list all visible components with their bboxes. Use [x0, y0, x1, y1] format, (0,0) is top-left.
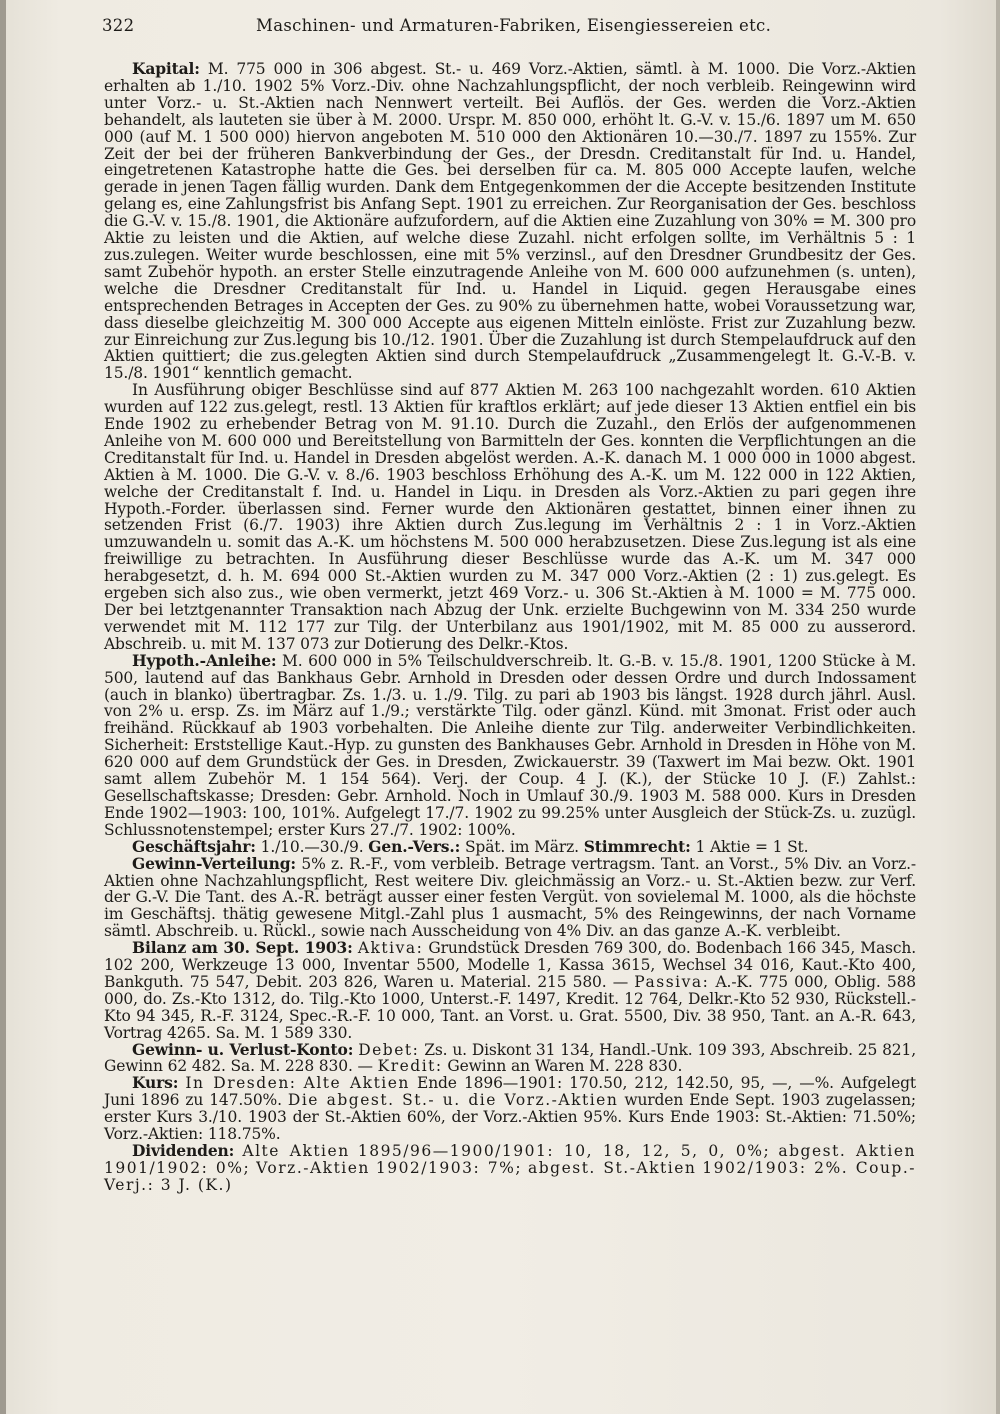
scan-edge-right — [996, 0, 1000, 1414]
div-alte-label: Alte Aktien — [242, 1142, 350, 1160]
bilanz-paragraph — [104, 940, 916, 1041]
gen-vers-text: Spät. im März. — [464, 837, 579, 856]
stimmrecht-text: 1 Aktie = 1 St. — [695, 837, 809, 856]
aktiva-label: Aktiva: — [357, 939, 424, 958]
stimmrecht-label: Stimmrecht: — [583, 836, 691, 856]
gewinn-label: Gewinn-Verteilung: — [132, 853, 297, 873]
div-abgest-label: abgest. Aktien — [778, 1142, 916, 1160]
hypoth-paragraph — [104, 650, 916, 839]
page-number: 322 — [102, 16, 135, 35]
bilanz-label: Bilanz am 30. Sept. 1903: — [132, 938, 353, 958]
div-alte-text: 1895/96—1900/1901: 10, 18, 12, 5, 0, 0%; — [357, 1142, 771, 1160]
gewinn-paragraph — [104, 853, 916, 941]
running-header — [104, 16, 916, 35]
kapital-text: M. 775 000 in 306 abgest. St.- u. 469 Vorz.-Aktien, sämtl. à M. 1000. Die Vorz.-Aktien erhalten ab 1./10. 1902 5% Vorz.-Div. ohne Nachzahlungspflicht, der noch verbleib. Reingewinn wird unter Vorz.- u. St.-Aktien nach Nennwert verteilt. Bei Auflös. der Ges. werden die Vorz.-Aktien behandelt, als lauteten sie über à M. 2000. Urspr. M. 850 000, erhöht lt. G.-V. v. 15./6. 1897 um M. 650 000 (auf M. 1 500 000) hiervon angeboten M. 510 000 den Aktionären 10.—30./7. 1897 zu 155%. Zur Zeit der bei der früheren Bankverbindung der Ges., der Dresdn. Creditanstalt für Ind. u. Handel, eingetretenen Katastrophe hatte die Ges. bei derselben für ca. M. 805 000 Accepte laufen, welche gerade in jenen Tagen fällig wurden. Dank dem Entgegenkommen der die Accepte besitzenden Institute gelang es, eine Zahlungsfrist bis Anfang Sept. 1901 zu erreichen. Zur Reorganisation der Ges. beschloss die G.-V. v. 15./8. 1901, die Aktionäre aufzufordern, auf die Aktien eine Zuzahlung von 30% = M. 300 pro Aktie zu leisten und die Aktien, auf welche diese Zuzahl. nicht erfolgen sollte, im Verhältnis 5 : 1 zus.zulegen. Weiter wurde beschlossen, eine mit 5% verzinsl., auf den Dresdner Grundbesitz der Ges. samt Zubehör hypoth. an erster Stelle einzutragende Anleihe von M. 600 000 aufzunehmen (s. unten), welche die Dresdner Creditanstalt für Ind. u. Handel in Liquid. gegen Herausgabe eines entsprechenden Betrages in Accepten der Ges. zu 90% zu übernehmen hatte, wobei Voraussetzung war, dass dieselbe gleichzeitig M. 300 000 Accepte aus eigenen Mitteln einlöste. Frist zur Zuzahlung bezw. zur Einreichung zur Zus.legung bis 10./12. 1901. Über die Zuzahlung ist durch Stempelaufdruck auf den Aktien quittiert; die zus.gelegten Aktien sind durch Stempelaufdruck „Zusammengelegt lt. G.-V.-B. v. 15./8. 1901“ kenntlich gemacht. — [104, 60, 916, 383]
hypoth-label: Hypoth.-Anleihe: — [132, 650, 277, 670]
gewinn-text: 5% z. R.-F., vom verbleib. Betrage vertragsm. Tant. an Vorst., 5% Div. an Vorz.-Aktien ohne Nachzahlungspflicht, Rest weitere Div. gleichmässig an Vorz.- u. St.-Aktien bezw. zur Verf. der G.-V. Die Tant. des A.-R. beträgt ausser einer festen Vergüt. von sovielemal M. 1000, als die höchste im Geschäftsj. thätig gewesene Mitgl.-Zahl plus 1 ausmacht, 5% des Reingewinns, der nach Vorname sämtl. Abschreib. u. Rückl., sowie nach Ausscheidung von 4% Div. an das ganze A.-K. verbleibt. — [104, 854, 916, 941]
div-st-text: 1902/1903: 2%. Coup.-Verj.: 3 J. (K.) — [104, 1158, 917, 1194]
scan-edge-left — [0, 0, 6, 1414]
guv-paragraph — [104, 1039, 916, 1076]
div-vorz-text: 1902/1903: 7%; — [375, 1158, 523, 1177]
debet-label: Debet: — [358, 1040, 420, 1059]
kapital-continuation-text: In Ausführung obiger Beschlüsse sind auf 877 Aktien M. 263 100 nachgezahlt worden. 610 Aktien wurden auf 122 zus.gelegt, restl. 13 Aktien für kraftlos erklärt; auf jede dieser 13 Aktien entfiel ein bis Ende 1902 zu erhebender Betrag von M. 91.10. Durch die Zuzahl., den Erlös der aufgenommenen Anleihe von M. 600 000 und Bereitstellung von Barmitteln der Ges. konnten die Verpflichtungen an die Creditanstalt für Ind. u. Handel in Dresden abgelöst werden. A.-K. danach M. 1 000 000 in 1000 abgest. Aktien à M. 1000. Die G.-V. v. 8./6. 1903 beschloss Erhöhung des A.-K. um M. 122 000 in 122 Aktien, welche der Creditanstalt f. Ind. u. Handel in Liqu. in Dresden als Vorz.-Aktien zu pari gegen ihre Hypoth.-Forder. überlassen sind. Ferner wurde den Aktionären gestattet, binnen einer ihnen zu setzenden Frist (6./7. 1903) ihre Aktien durch Zus.legung im Verhältnis 2 : 1 in Vorz.-Aktien umzuwandeln u. somit das A.-K. um höchstens M. 500 000 herabzusetzen. Diese Zus.legung ist als eine freiwillige zu betrachten. In Ausführung dieser Beschlüsse wurde das A.-K. um M. 347 000 herabgesetzt, d. h. M. 694 000 St.-Aktien wurden zu M. 347 000 Vorz.-Aktien (2 : 1) zus.gelegt. Es ergeben sich also zus., wie oben vermerkt, jetzt 469 Vorz.- u. 306 St.-Aktien à M. 1000 = M. 775 000. Der bei letztgenannter Transaktion nach Abzug der Unk. erzielte Buchgewinn von M. 334 250 wurde verwendet mit M. 112 177 zur Tilg. der Unterbilanz aus 1901/1902, mit M. 85 000 zu ausserord. Abschreib. u. mit M. 137 073 zur Dotierung des Delkr.-Ktos. — [104, 381, 916, 653]
kurs-abgest-text: wurden Ende Sept. 1903 zugelassen; erster Kurs 3./10. 1903 der St.-Aktien 60%, der Vorz.-Aktien 95%. Kurs Ende 1903: St.-Aktien: 71.50%; Vorz.-Aktien: 118.75%. — [104, 1091, 916, 1144]
kapital-paragraph — [104, 61, 916, 382]
passiva-text: A.-K. 775 000, Oblig. 588 000, do. Zs.-Kto 1312, do. Tilg.-Kto 1000, Unterst.-F. 1497, Kredit. 12 764, Delkr.-Kto 52 930, Rückstell.-Kto 94 345, R.-F. 3124, Spec.-R.-F. 10 000, Tant. an Vorst. u. Grat. 5500, Div. 38 950, Tant. an A.-R. 643, Vortrag 4265. Sa. M. 1 589 330. — [104, 972, 917, 1042]
kurs-alte-label: Alte Aktien — [303, 1074, 410, 1093]
gen-vers-label: Gen.-Vers.: — [368, 836, 461, 856]
debet-text: Zs. u. Diskont 31 134, Handl.-Unk. 109 393, Abschreib. 25 821, Gewinn 62 482. Sa. M. 228 830. — — [104, 1040, 916, 1076]
passiva-label: Passiva: — [634, 972, 710, 991]
kurs-label: Kurs: — [132, 1073, 179, 1093]
div-abgest-text: 1901/1902: 0%; — [104, 1158, 251, 1177]
dividenden-label: Dividenden: — [132, 1141, 235, 1160]
kurs-place: In Dresden: — [185, 1074, 297, 1093]
geschaeftsjahr-label: Geschäftsjahr: — [132, 836, 256, 856]
kurs-abgest-label: Die abgest. St.- u. die Vorz.-Aktien — [287, 1091, 619, 1110]
kapital-continuation — [104, 382, 916, 653]
aktiva-text: Grundstück Dresden 769 300, do. Bodenbach 166 345, Masch. 102 200, Werkzeuge 13 000, Inventar 5500, Modelle 1, Kassa 3615, Wechsel 34 016, Kaut.-Kto 400, Bankguth. 75 547, Debit. 203 826, Waren u. Material. 215 580. — — [104, 939, 916, 991]
kapital-label: Kapital: — [132, 59, 200, 78]
hypoth-text: M. 600 000 in 5% Teilschuldverschreib. lt. G.-B. v. 15./8. 1901, 1200 Stücke à M. 500, lautend auf das Bankhaus Gebr. Arnhold in Dresden oder dessen Ordre und durch Indossament (auch in blanko) übertragbar. Zs. 1./3. u. 1./9. Tilg. zu pari ab 1903 bis längst. 1928 durch jährl. Ausl. von 2% u. ersp. Zs. im März auf 1./9.; verstärkte Tilg. oder gänzl. Künd. mit 3monat. Frist oder auch freihänd. Rückkauf ab 1903 vorbehalten. Die Anleihe diente zur Tilg. anderweiter Verbindlichkeiten. Sicherheit: Erststellige Kaut.-Hyp. zu gunsten des Bankhauses Gebr. Arnhold in Dresden in Höhe von M. 620 000 auf dem Grundstück der Ges. in Dresden, Zwickauerstr. 39 (Taxwert im Mai bezw. Okt. 1901 samt allem Zubehör M. 1 154 564). Verj. der Coup. 4 J. (K.), der Stücke 10 J. (F.) Zahlst.: Gesellschaftskasse; Dresden: Gebr. Arnhold. Noch in Umlauf 30./9. 1903 M. 588 000. Kurs in Dresden Ende 1902—1903: 100, 101%. Aufgelegt 17./7. 1902 zu 99.25% unter Ausgleich der Stück-Zs. u. zuzügl. Schlussnotenstempel; erster Kurs 27./7. 1902: 100%. — [104, 651, 916, 839]
geschaeftsjahr-text: 1./10.—30./9. — [260, 837, 364, 856]
kredit-label: Kredit: — [377, 1057, 443, 1076]
guv-label: Gewinn- u. Verlust-Konto: — [132, 1039, 354, 1059]
kurs-paragraph — [104, 1075, 916, 1143]
kredit-text: Gewinn an Waren M. 228 830. — [447, 1057, 683, 1076]
div-st-label: abgest. St.-Aktien — [527, 1158, 697, 1177]
running-title: Maschinen- und Armaturen-Fabriken, Eisengiessereien etc. — [256, 16, 772, 35]
kurs-alte-text: Ende 1896—1901: 170.50, 212, 142.50, 95, —, —%. Aufgelegt Juni 1896 zu 147.50%. — [104, 1074, 916, 1110]
dividenden-paragraph — [104, 1143, 916, 1194]
body-text — [104, 61, 916, 1194]
div-vorz-label: Vorz.-Aktien — [256, 1158, 370, 1177]
